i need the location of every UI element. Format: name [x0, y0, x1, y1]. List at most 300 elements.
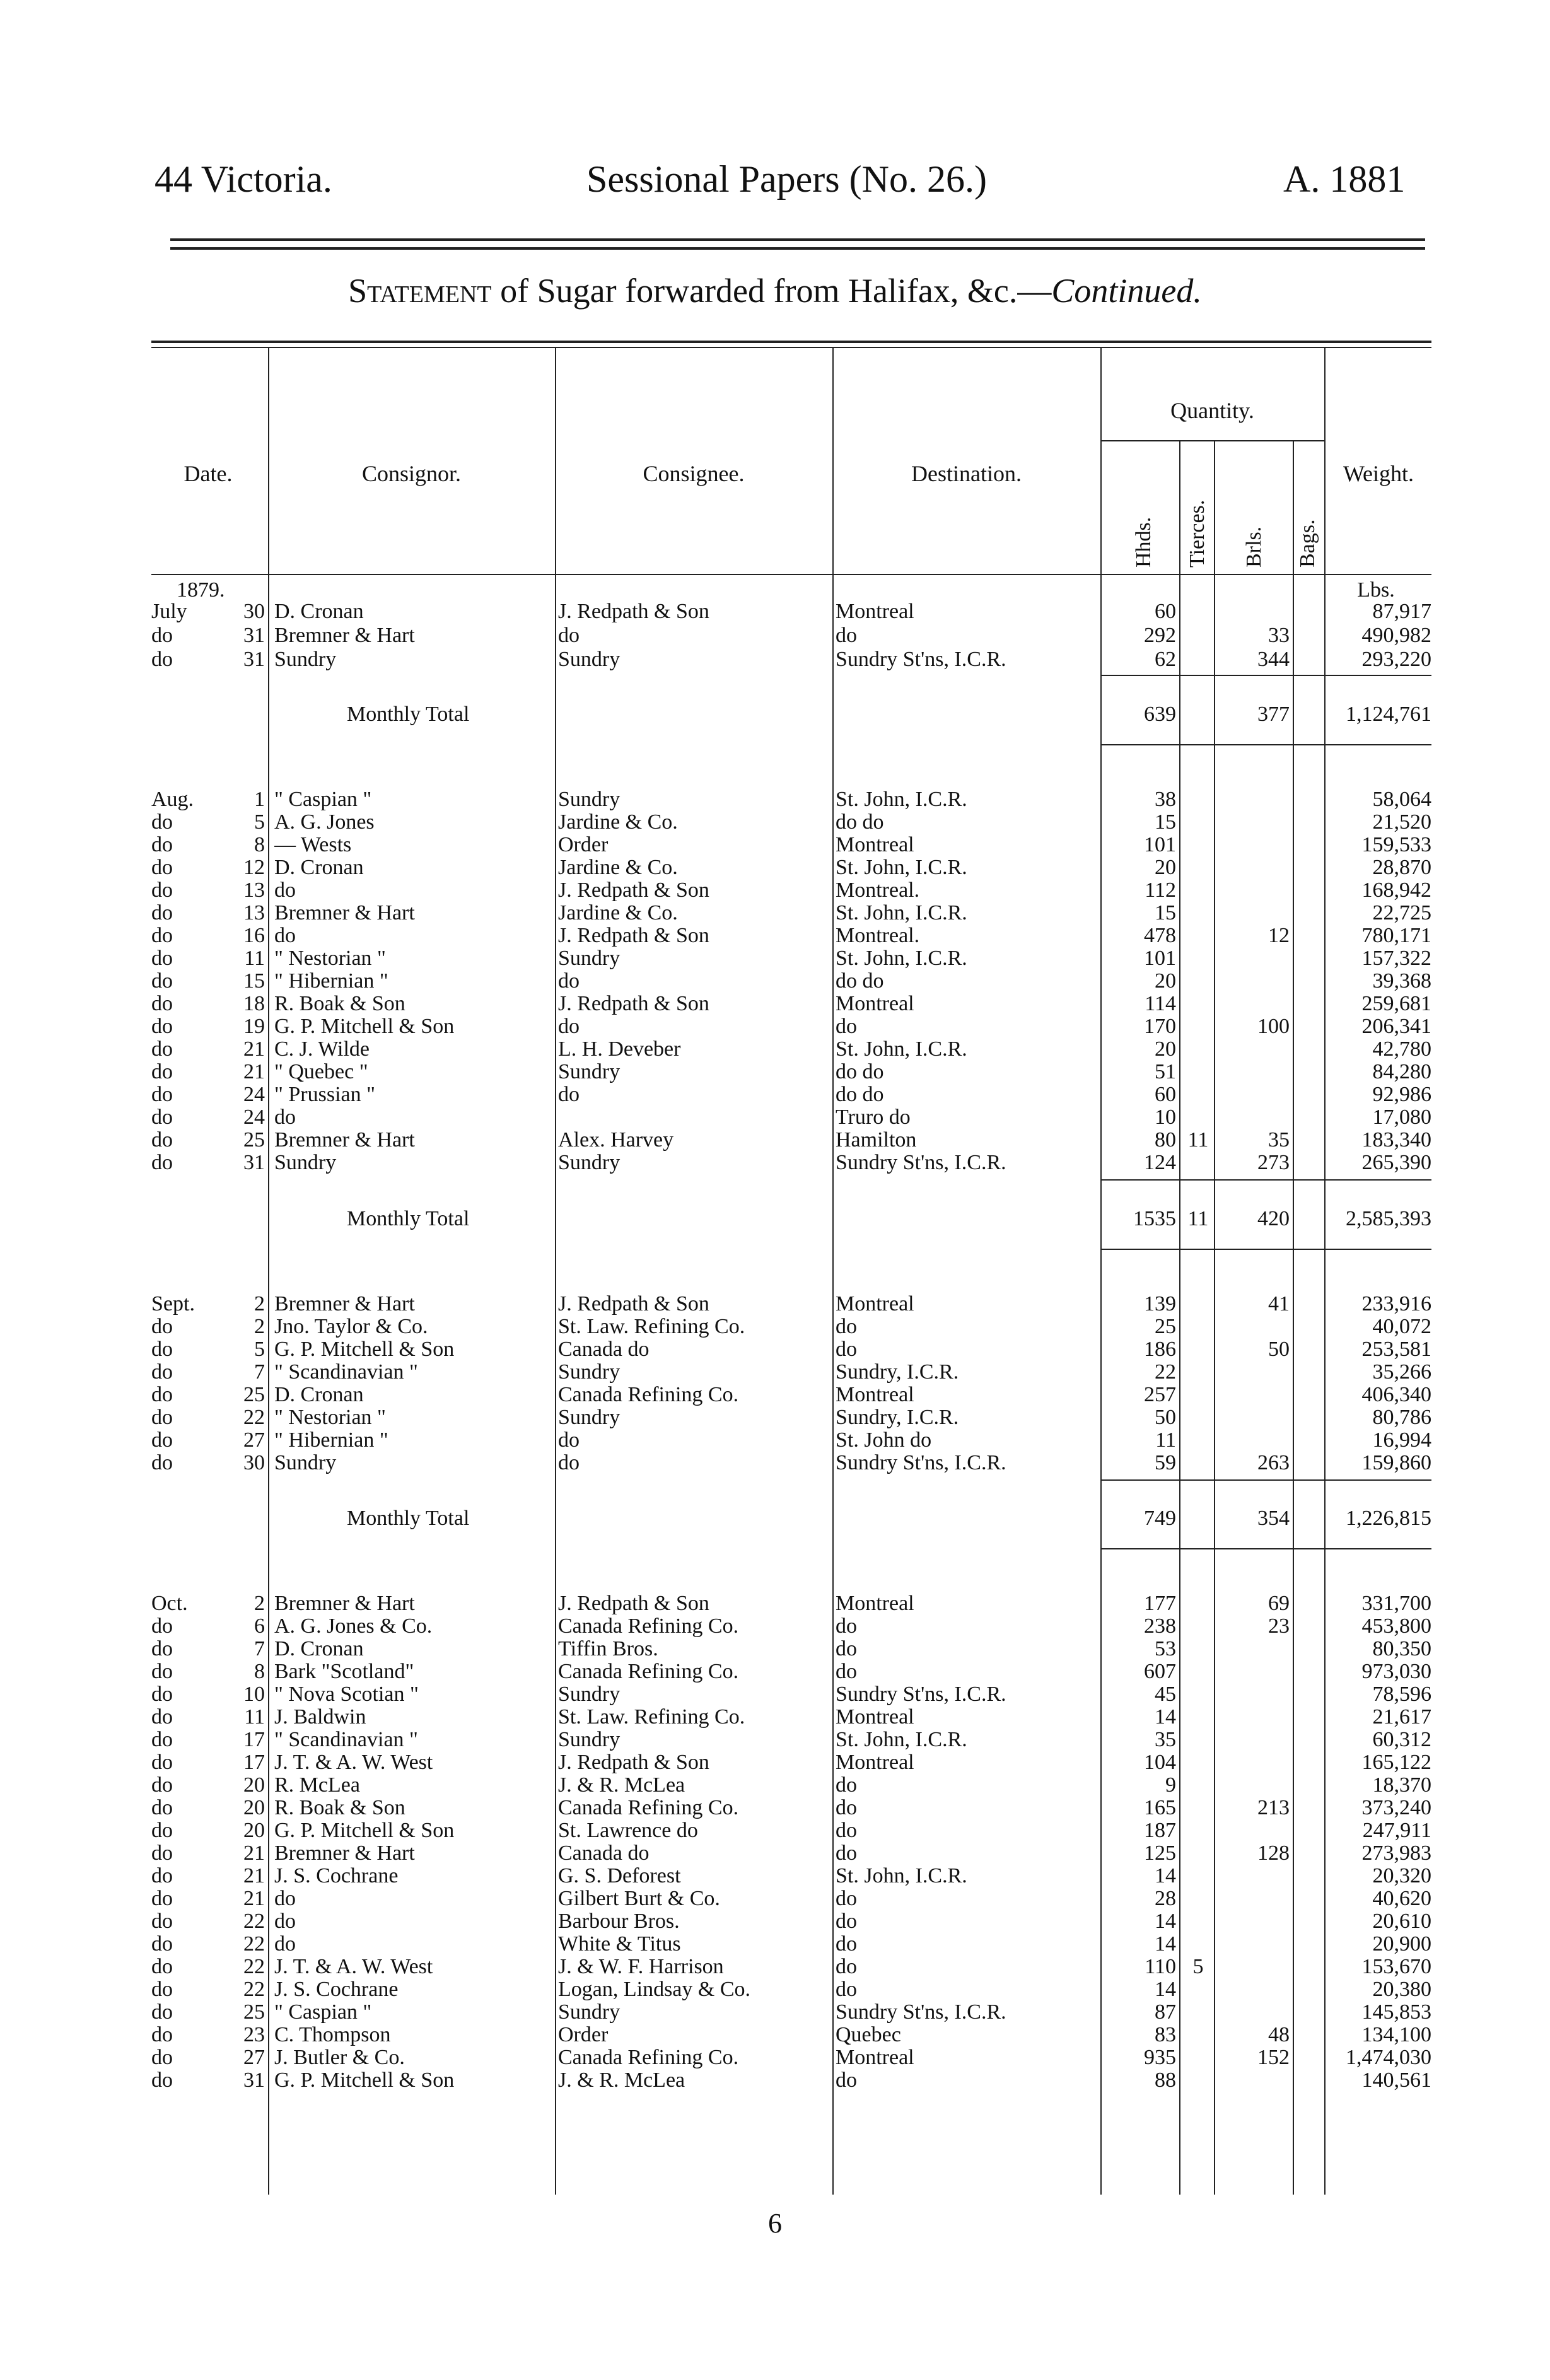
consignor-cell: do — [274, 879, 296, 902]
table-row — [151, 624, 1431, 647]
total-label: Monthly Total — [347, 1507, 470, 1530]
destination-cell: Truro do — [836, 1106, 911, 1129]
table-row — [151, 2024, 1431, 2046]
consignor-cell: R. Boak & Son — [274, 1797, 405, 1819]
destination-cell: do — [836, 1660, 857, 1683]
consignee-cell: Sundry — [558, 1061, 621, 1083]
month-cell: do — [151, 1683, 173, 1706]
total-rule — [1100, 1548, 1431, 1549]
brls-cell: 420 — [1257, 1208, 1290, 1230]
hhds-cell: 1535 — [1133, 1208, 1176, 1230]
destination-cell: Sundry St'ns, I.C.R. — [836, 648, 1006, 671]
table-row — [151, 1978, 1431, 2001]
day-cell: 20 — [243, 1819, 265, 1842]
consignor-cell: G. P. Mitchell & Son — [274, 1819, 455, 1842]
weight-cell: 490,982 — [1361, 624, 1431, 647]
weight-cell: 17,080 — [1372, 1106, 1431, 1129]
weight-cell: 20,380 — [1372, 1978, 1431, 2001]
destination-cell: Sundry St'ns, I.C.R. — [836, 1452, 1006, 1474]
consignee-cell: J. Redpath & Son — [558, 879, 709, 902]
table-row — [151, 1933, 1431, 1956]
table-row — [151, 1819, 1431, 1842]
hhds-cell: 114 — [1145, 993, 1176, 1015]
tierces-cell: 11 — [1187, 1129, 1209, 1152]
consignee-cell: Canada Refining Co. — [558, 1384, 739, 1406]
title-continued: Continued. — [1051, 272, 1202, 310]
table-row — [151, 834, 1431, 856]
brls-cell: 33 — [1268, 624, 1290, 647]
destination-cell: do — [836, 1910, 857, 1933]
day-cell: 7 — [254, 1361, 265, 1384]
total-label: Monthly Total — [347, 1208, 470, 1230]
day-cell: 10 — [243, 1683, 265, 1706]
hhds-cell: 87 — [1155, 2001, 1176, 2024]
hhds-cell: 62 — [1155, 648, 1176, 671]
brls-cell: 377 — [1257, 703, 1290, 726]
day-cell: 12 — [243, 856, 265, 879]
consignor-cell: J. Butler & Co. — [274, 2046, 405, 2069]
weight-cell: 406,340 — [1361, 1384, 1431, 1406]
table-row — [151, 1406, 1431, 1429]
total-rule — [1100, 744, 1431, 745]
brls-cell: 100 — [1257, 1015, 1290, 1038]
weight-cell: 92,986 — [1372, 1083, 1431, 1106]
consignee-cell: Sundry — [558, 1361, 621, 1384]
hhds-cell: 935 — [1144, 2046, 1176, 2069]
hhds-cell: 187 — [1144, 1819, 1176, 1842]
hhds-cell: 110 — [1145, 1956, 1176, 1978]
month-cell: Oct. — [151, 1592, 188, 1615]
day-cell: 18 — [243, 993, 265, 1015]
header-destination: Destination. — [911, 461, 1022, 486]
table-row — [151, 1660, 1431, 1683]
day-cell: 7 — [254, 1638, 265, 1660]
month-cell: do — [151, 1061, 173, 1083]
consignee-cell: Sundry — [558, 1729, 621, 1751]
table-row — [151, 1293, 1431, 1315]
destination-cell: St. John, I.C.R. — [836, 1865, 967, 1887]
month-cell: do — [151, 993, 173, 1015]
day-cell: 27 — [243, 1429, 265, 1452]
day-cell: 17 — [243, 1751, 265, 1774]
day-cell: 31 — [243, 2069, 265, 2092]
consignee-cell: do — [558, 1015, 580, 1038]
destination-cell: Sundry St'ns, I.C.R. — [836, 1683, 1006, 1706]
table-row — [151, 788, 1431, 811]
month-cell: do — [151, 1774, 173, 1797]
weight-cell: 20,320 — [1372, 1865, 1431, 1887]
brls-cell: 273 — [1257, 1152, 1290, 1174]
consignee-cell: Alex. Harvey — [558, 1129, 674, 1152]
destination-cell: Montreal — [836, 1293, 914, 1315]
weight-cell: 42,780 — [1372, 1038, 1431, 1061]
sugar-statement-table — [151, 341, 1431, 2207]
hhds-cell: 50 — [1155, 1406, 1176, 1429]
month-cell: do — [151, 1729, 173, 1751]
consignee-cell: Jardine & Co. — [558, 856, 678, 879]
consignor-cell: Bremner & Hart — [274, 902, 415, 925]
table-row — [151, 1865, 1431, 1887]
month-cell: do — [151, 2001, 173, 2024]
consignor-cell: Bremner & Hart — [274, 1592, 415, 1615]
weight-cell: 780,171 — [1361, 925, 1431, 947]
brls-cell: 48 — [1268, 2024, 1290, 2046]
destination-cell: Montreal — [836, 1751, 914, 1774]
table-row — [151, 811, 1431, 834]
consignor-cell: Sundry — [274, 648, 337, 671]
destination-cell: Montreal. — [836, 879, 920, 902]
brls-cell: 50 — [1268, 1338, 1290, 1361]
day-cell: 21 — [243, 1038, 265, 1061]
hhds-cell: 177 — [1144, 1592, 1176, 1615]
hhds-cell: 139 — [1144, 1293, 1176, 1315]
day-cell: 2 — [254, 1293, 265, 1315]
destination-cell: do — [836, 1338, 857, 1361]
table-row — [151, 1038, 1431, 1061]
header-hhds: Hhds. — [1132, 516, 1155, 568]
year-label: 1879. — [177, 579, 225, 602]
destination-cell: do — [836, 1638, 857, 1660]
total-label: Monthly Total — [347, 703, 470, 726]
destination-cell: Hamilton — [836, 1129, 917, 1152]
month-cell: do — [151, 1910, 173, 1933]
consignor-cell: " Hibernian " — [274, 1429, 388, 1452]
month-cell: do — [151, 970, 173, 993]
hhds-cell: 10 — [1155, 1106, 1176, 1129]
destination-cell: do — [836, 624, 857, 647]
consignor-cell: J. T. & A. W. West — [274, 1956, 433, 1978]
consignor-cell: Sundry — [274, 1452, 337, 1474]
month-cell: do — [151, 2069, 173, 2092]
hhds-cell: 59 — [1155, 1452, 1176, 1474]
table-row — [151, 2001, 1431, 2024]
table-row — [151, 1083, 1431, 1106]
hhds-cell: 170 — [1144, 1015, 1176, 1038]
destination-cell: Sundry, I.C.R. — [836, 1361, 959, 1384]
header-rule-bottom — [170, 247, 1425, 250]
month-cell: do — [151, 925, 173, 947]
consignee-cell: Sundry — [558, 1406, 621, 1429]
consignee-cell: Sundry — [558, 648, 621, 671]
consignor-cell: Sundry — [274, 1152, 337, 1174]
destination-cell: St. John, I.C.R. — [836, 1729, 967, 1751]
hhds-cell: 60 — [1155, 600, 1176, 623]
month-cell: do — [151, 1887, 173, 1910]
header-rule-top — [170, 238, 1425, 241]
consignee-cell: L. H. Deveber — [558, 1038, 681, 1061]
destination-cell: do — [836, 1615, 857, 1638]
hhds-cell: 20 — [1155, 856, 1176, 879]
consignor-cell: do — [274, 925, 296, 947]
weight-cell: 1,124,761 — [1346, 703, 1431, 726]
month-cell: do — [151, 1361, 173, 1384]
consignee-cell: Sundry — [558, 947, 621, 970]
month-cell: do — [151, 1956, 173, 1978]
consignee-cell: J. Redpath & Son — [558, 600, 709, 623]
consignee-cell: J. & W. F. Harrison — [558, 1956, 724, 1978]
monthly-total-row — [151, 703, 1431, 726]
consignor-cell: " Nestorian " — [274, 947, 386, 970]
table-top-rule — [151, 341, 1431, 343]
month-cell: do — [151, 1152, 173, 1174]
day-cell: 31 — [243, 624, 265, 647]
consignee-cell: Jardine & Co. — [558, 811, 678, 834]
consignor-cell: G. P. Mitchell & Son — [274, 1015, 455, 1038]
consignor-cell: " Caspian " — [274, 2001, 372, 2024]
consignor-cell: " Prussian " — [274, 1083, 375, 1106]
day-cell: 22 — [243, 1406, 265, 1429]
table-row — [151, 2046, 1431, 2069]
day-cell: 31 — [243, 648, 265, 671]
destination-cell: do — [836, 1842, 857, 1865]
destination-cell: do — [836, 1956, 857, 1978]
header-brls: Brls. — [1242, 526, 1266, 568]
consignor-cell: Jno. Taylor & Co. — [274, 1315, 428, 1338]
destination-cell: do — [836, 1774, 857, 1797]
month-cell: do — [151, 879, 173, 902]
day-cell: 31 — [243, 1152, 265, 1174]
lbs-label: Lbs. — [1357, 579, 1395, 602]
table-row — [151, 925, 1431, 947]
weight-cell: 78,596 — [1372, 1683, 1431, 1706]
header-right: A. 1881 — [1283, 158, 1406, 200]
consignee-cell: Order — [558, 2024, 609, 2046]
weight-cell: 80,786 — [1372, 1406, 1431, 1429]
day-cell: 5 — [254, 1338, 265, 1361]
brls-cell: 263 — [1257, 1452, 1290, 1474]
consignor-cell: do — [274, 1910, 296, 1933]
table-row — [151, 970, 1431, 993]
weight-cell: 159,533 — [1361, 834, 1431, 856]
monthly-total-row — [151, 1507, 1431, 1530]
day-cell: 21 — [243, 1887, 265, 1910]
table-row — [151, 902, 1431, 925]
hhds-cell: 20 — [1155, 970, 1176, 993]
destination-cell: Montreal — [836, 1592, 914, 1615]
day-cell: 6 — [254, 1615, 265, 1638]
month-cell: do — [151, 1315, 173, 1338]
destination-cell: St. John do — [836, 1429, 932, 1452]
weight-cell: 20,610 — [1372, 1910, 1431, 1933]
destination-cell: Montreal — [836, 2046, 914, 2069]
hhds-cell: 124 — [1144, 1152, 1176, 1174]
hhds-cell: 22 — [1155, 1361, 1176, 1384]
month-cell: do — [151, 1015, 173, 1038]
month-cell: do — [151, 2046, 173, 2069]
destination-cell: St. John, I.C.R. — [836, 902, 967, 925]
destination-cell: do do — [836, 811, 884, 834]
destination-cell: do — [836, 1978, 857, 2001]
month-cell: do — [151, 1706, 173, 1729]
weight-cell: 2,585,393 — [1346, 1208, 1431, 1230]
destination-cell: do do — [836, 1061, 884, 1083]
consignor-cell: do — [274, 1933, 296, 1956]
destination-cell: Montreal — [836, 600, 914, 623]
quantity-rule — [1100, 440, 1324, 441]
brls-cell: 12 — [1268, 925, 1290, 947]
month-cell: do — [151, 1638, 173, 1660]
hhds-cell: 292 — [1144, 624, 1176, 647]
hhds-cell: 14 — [1155, 1978, 1176, 2001]
header-left: 44 Victoria. — [154, 158, 332, 200]
month-cell: Aug. — [151, 788, 194, 811]
weight-cell: 1,226,815 — [1346, 1507, 1431, 1530]
day-cell: 25 — [243, 1129, 265, 1152]
day-cell: 11 — [244, 1706, 265, 1729]
hhds-cell: 478 — [1144, 925, 1176, 947]
subtotal-rule — [1100, 1479, 1431, 1481]
consignee-cell: J. & R. McLea — [558, 2069, 685, 2092]
destination-cell: St. John, I.C.R. — [836, 788, 967, 811]
month-cell: do — [151, 1933, 173, 1956]
weight-cell: 87,917 — [1372, 600, 1431, 623]
consignor-cell: D. Cronan — [274, 600, 364, 623]
destination-cell: Quebec — [836, 2024, 901, 2046]
brls-cell: 152 — [1257, 2046, 1290, 2069]
hhds-cell: 15 — [1155, 811, 1176, 834]
weight-cell: 1,474,030 — [1346, 2046, 1431, 2069]
day-cell: 22 — [243, 1956, 265, 1978]
brls-cell: 354 — [1257, 1507, 1290, 1530]
consignor-cell: " Caspian " — [274, 788, 372, 811]
weight-cell: 373,240 — [1361, 1797, 1431, 1819]
destination-cell: do — [836, 1887, 857, 1910]
consignee-cell: G. S. Deforest — [558, 1865, 681, 1887]
day-cell: 22 — [243, 1910, 265, 1933]
consignee-cell: J. Redpath & Son — [558, 993, 709, 1015]
consignee-cell: Sundry — [558, 1683, 621, 1706]
consignee-cell: White & Titus — [558, 1933, 681, 1956]
day-cell: 21 — [243, 1061, 265, 1083]
day-cell: 2 — [254, 1592, 265, 1615]
day-cell: 25 — [243, 1384, 265, 1406]
table-row — [151, 1592, 1431, 1615]
brls-cell: 23 — [1268, 1615, 1290, 1638]
destination-cell: Sundry St'ns, I.C.R. — [836, 2001, 1006, 2024]
table-top-rule-2 — [151, 347, 1431, 348]
day-cell: 22 — [243, 1978, 265, 2001]
consignee-cell: Canada Refining Co. — [558, 1797, 739, 1819]
month-cell: do — [151, 1406, 173, 1429]
destination-cell: do — [836, 1933, 857, 1956]
tierces-cell: 5 — [1192, 1956, 1204, 1978]
table-row — [151, 1956, 1431, 1978]
table-row — [151, 1638, 1431, 1660]
consignee-cell: Order — [558, 834, 609, 856]
weight-cell: 293,220 — [1361, 648, 1431, 671]
consignee-cell: Gilbert Burt & Co. — [558, 1887, 720, 1910]
weight-cell: 331,700 — [1361, 1592, 1431, 1615]
weight-cell: 16,994 — [1372, 1429, 1431, 1452]
weight-cell: 233,916 — [1361, 1293, 1431, 1315]
brls-cell: 35 — [1268, 1129, 1290, 1152]
weight-cell: 165,122 — [1361, 1751, 1431, 1774]
month-cell: do — [151, 1429, 173, 1452]
month-cell: do — [151, 947, 173, 970]
hhds-cell: 607 — [1144, 1660, 1176, 1683]
day-cell: 30 — [243, 600, 265, 623]
consignee-cell: Canada do — [558, 1338, 650, 1361]
destination-cell: Montreal — [836, 834, 914, 856]
consignee-cell: Canada Refining Co. — [558, 1615, 739, 1638]
subtotal-rule — [1100, 675, 1431, 676]
destination-cell: do — [836, 1797, 857, 1819]
weight-cell: 60,312 — [1372, 1729, 1431, 1751]
day-cell: 17 — [243, 1729, 265, 1751]
destination-cell: St. John, I.C.R. — [836, 856, 967, 879]
hhds-cell: 51 — [1155, 1061, 1176, 1083]
consignee-cell: Jardine & Co. — [558, 902, 678, 925]
consignor-cell: A. G. Jones — [274, 811, 375, 834]
consignor-cell: " Scandinavian " — [274, 1729, 418, 1751]
brls-cell: 128 — [1257, 1842, 1290, 1865]
day-cell: 1 — [254, 788, 265, 811]
month-cell: do — [151, 1660, 173, 1683]
weight-cell: 259,681 — [1361, 993, 1431, 1015]
table-row — [151, 1106, 1431, 1129]
destination-cell: do do — [836, 970, 884, 993]
weight-cell: 273,983 — [1361, 1842, 1431, 1865]
weight-cell: 247,911 — [1362, 1819, 1431, 1842]
consignee-cell: Sundry — [558, 1152, 621, 1174]
consignee-cell: J. & R. McLea — [558, 1774, 685, 1797]
month-cell: do — [151, 811, 173, 834]
consignee-cell: Sundry — [558, 2001, 621, 2024]
hhds-cell: 112 — [1145, 879, 1176, 902]
page-title — [0, 271, 1550, 310]
header-date: Date. — [184, 461, 233, 486]
table-row — [151, 648, 1431, 671]
destination-cell: do — [836, 2069, 857, 2092]
weight-cell: 134,100 — [1361, 2024, 1431, 2046]
total-rule — [1100, 1249, 1431, 1250]
hhds-cell: 88 — [1155, 2069, 1176, 2092]
weight-cell: 140,561 — [1361, 2069, 1431, 2092]
table-row — [151, 1706, 1431, 1729]
consignor-cell: " Scandinavian " — [274, 1361, 418, 1384]
month-cell: do — [151, 1615, 173, 1638]
table-row — [151, 1729, 1431, 1751]
table-row — [151, 879, 1431, 902]
consignor-cell: G. P. Mitchell & Son — [274, 1338, 455, 1361]
hhds-cell: 104 — [1144, 1751, 1176, 1774]
table-row — [151, 1797, 1431, 1819]
destination-cell: St. John, I.C.R. — [836, 947, 967, 970]
consignee-cell: do — [558, 970, 580, 993]
weight-cell: 40,072 — [1372, 1315, 1431, 1338]
month-cell: do — [151, 902, 173, 925]
table-row — [151, 1774, 1431, 1797]
header-weight: Weight. — [1343, 461, 1414, 486]
hhds-cell: 14 — [1155, 1865, 1176, 1887]
table-row — [151, 1384, 1431, 1406]
hhds-cell: 101 — [1144, 947, 1176, 970]
consignee-cell: Canada Refining Co. — [558, 1660, 739, 1683]
table-row — [151, 2069, 1431, 2092]
hhds-cell: 83 — [1155, 2024, 1176, 2046]
destination-cell: St. John, I.C.R. — [836, 1038, 967, 1061]
destination-cell: Sundry St'ns, I.C.R. — [836, 1152, 1006, 1174]
table-row — [151, 856, 1431, 879]
day-cell: 13 — [243, 879, 265, 902]
table-row — [151, 1683, 1431, 1706]
destination-cell: do — [836, 1315, 857, 1338]
consignee-cell: Canada do — [558, 1842, 650, 1865]
consignee-cell: Canada Refining Co. — [558, 2046, 739, 2069]
weight-cell: 39,368 — [1372, 970, 1431, 993]
day-cell: 20 — [243, 1797, 265, 1819]
table-row — [151, 1842, 1431, 1865]
